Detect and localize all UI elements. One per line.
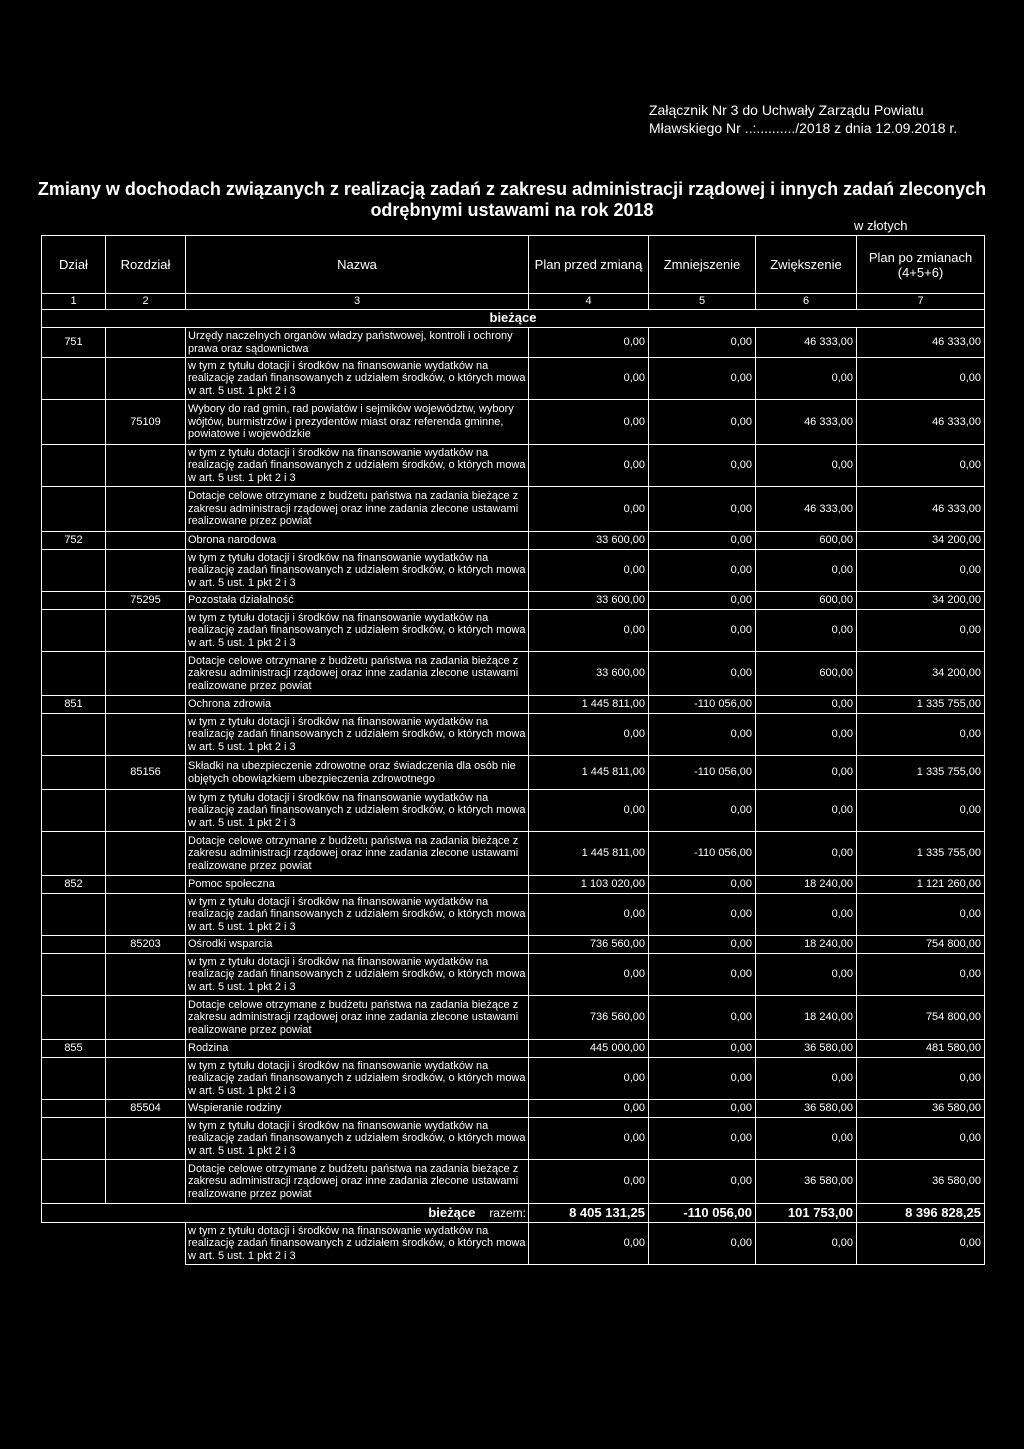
cell-rozdzial	[106, 894, 186, 936]
table-row	[42, 550, 985, 592]
cell-nazwa: Dotacje celowe otrzymane z budżetu państwa na zadania bieżące z zakresu administracji rządowej oraz inne zadania zlecone ustawami realizowane przez powiat	[186, 1160, 529, 1204]
cell-zmniejszenie: 0,00	[649, 1118, 756, 1160]
cell-rozdzial	[106, 832, 186, 876]
total-plan-po: 8 396 828,25	[857, 1204, 985, 1223]
cell-nazwa: Dotacje celowe otrzymane z budżetu państwa na zadania bieżące z zakresu administracji rządowej oraz inne zadania zlecone ustawami realizowane przez powiat	[186, 832, 529, 876]
cell-rozdzial	[106, 532, 186, 550]
total-detail-row	[42, 1223, 985, 1265]
cell-plan-po: 481 580,00	[857, 1040, 985, 1058]
cell-dzial	[42, 790, 106, 832]
cell-plan-przed: 0,00	[529, 358, 649, 400]
cell-plan-po: 0,00	[857, 1223, 985, 1265]
cell-nazwa: w tym z tytułu dotacji i środków na finansowanie wydatków na realizację zadań finansowanych z udziałem środków, o których mowa w art. 5 ust. 1 pkt 2 i 3	[186, 1223, 529, 1265]
total-zwiekszenie: 101 753,00	[756, 1204, 857, 1223]
cell-nazwa: Wybory do rad gmin, rad powiatów i sejmików województw, wybory wójtów, burmistrzów i prezydentów miast oraz referenda gminne, powiatowe i wojewódzkie	[186, 400, 529, 445]
cell-nazwa: Pozostała działalność	[186, 592, 529, 610]
cell-dzial	[42, 714, 106, 756]
cell-zmniejszenie: 0,00	[649, 610, 756, 652]
cell-nazwa: Pomoc społeczna	[186, 876, 529, 894]
cell-rozdzial	[106, 1040, 186, 1058]
revenue-table	[41, 235, 985, 1265]
cell-zwiekszenie: 0,00	[756, 714, 857, 756]
cell-plan-przed: 0,00	[529, 714, 649, 756]
cell-zmniejszenie: 0,00	[649, 592, 756, 610]
col-number: 6	[756, 294, 857, 310]
cell-plan-po: 754 800,00	[857, 996, 985, 1040]
cell-plan-po: 46 333,00	[857, 400, 985, 445]
total-label-word: razem:	[489, 1205, 526, 1220]
cell-plan-po: 1 335 755,00	[857, 832, 985, 876]
cell-plan-po: 34 200,00	[857, 592, 985, 610]
cell-zmniejszenie: 0,00	[649, 328, 756, 358]
cell-plan-przed: 1 445 811,00	[529, 832, 649, 876]
cell-plan-po: 0,00	[857, 445, 985, 487]
cell-rozdzial	[106, 714, 186, 756]
cell-dzial	[42, 652, 106, 696]
cell-zwiekszenie: 18 240,00	[756, 996, 857, 1040]
cell-zmniejszenie: 0,00	[649, 550, 756, 592]
cell-dzial	[42, 756, 106, 790]
cell-rozdzial	[106, 445, 186, 487]
cell-nazwa: w tym z tytułu dotacji i środków na finansowanie wydatków na realizację zadań finansowanych z udziałem środków, o których mowa w art. 5 ust. 1 pkt 2 i 3	[186, 790, 529, 832]
cell-dzial: 752	[42, 532, 106, 550]
cell-nazwa: w tym z tytułu dotacji i środków na finansowanie wydatków na realizację zadań finansowanych z udziałem środków, o których mowa w art. 5 ust. 1 pkt 2 i 3	[186, 714, 529, 756]
col-header-nazwa: Nazwa	[186, 236, 529, 294]
cell-rozdzial	[106, 328, 186, 358]
cell-zmniejszenie: 0,00	[649, 532, 756, 550]
cell-zmniejszenie: 0,00	[649, 358, 756, 400]
cell-nazwa: Składki na ubezpieczenie zdrowotne oraz świadczenia dla osób nie objętych obowiązkiem ubezpieczenia zdrowotnego	[186, 756, 529, 790]
col-number: 5	[649, 294, 756, 310]
cell-nazwa: w tym z tytułu dotacji i środków na finansowanie wydatków na realizację zadań finansowanych z udziałem środków, o których mowa w art. 5 ust. 1 pkt 2 i 3	[186, 894, 529, 936]
cell-plan-po: 0,00	[857, 1058, 985, 1100]
cell-zmniejszenie: 0,00	[649, 714, 756, 756]
cell-plan-przed: 0,00	[529, 1160, 649, 1204]
total-row	[42, 1204, 985, 1223]
cell-rozdzial: 85203	[106, 936, 186, 954]
cell-dzial	[42, 1100, 106, 1118]
total-label-category: bieżące	[428, 1204, 476, 1220]
cell-zmniejszenie: -110 056,00	[649, 696, 756, 714]
cell-zwiekszenie: 18 240,00	[756, 936, 857, 954]
cell-nazwa: Obrona narodowa	[186, 532, 529, 550]
document-title-line-2: odrębnymi ustawami na rok 2018	[370, 200, 654, 220]
header-line-2: Mławskiego Nr ..:........../2018 z dnia 12.09.2018 r.	[649, 120, 958, 136]
cell-nazwa: Dotacje celowe otrzymane z budżetu państwa na zadania bieżące z zakresu administracji rządowej oraz inne zadania zlecone ustawami realizowane przez powiat	[186, 652, 529, 696]
cell-zmniejszenie: 0,00	[649, 996, 756, 1040]
cell-plan-po: 34 200,00	[857, 652, 985, 696]
cell-plan-przed: 0,00	[529, 487, 649, 532]
header-line-1: Załącznik Nr 3 do Uchwały Zarządu Powiatu	[649, 102, 924, 118]
cell-nazwa: Ochrona zdrowia	[186, 696, 529, 714]
cell-plan-po: 34 200,00	[857, 532, 985, 550]
cell-nazwa: w tym z tytułu dotacji i środków na finansowanie wydatków na realizację zadań finansowanych z udziałem środków, o których mowa w art. 5 ust. 1 pkt 2 i 3	[186, 445, 529, 487]
table-row	[42, 954, 985, 996]
cell-dzial	[42, 1118, 106, 1160]
cell-plan-przed: 33 600,00	[529, 592, 649, 610]
cell-rozdzial: 85156	[106, 756, 186, 790]
cell-plan-przed: 0,00	[529, 1058, 649, 1100]
cell-plan-przed: 0,00	[529, 400, 649, 445]
cell-plan-po: 0,00	[857, 550, 985, 592]
cell-zwiekszenie: 0,00	[756, 832, 857, 876]
cell-zmniejszenie: 0,00	[649, 1058, 756, 1100]
cell-zwiekszenie: 0,00	[756, 894, 857, 936]
cell-plan-po: 46 333,00	[857, 487, 985, 532]
table-row	[42, 714, 985, 756]
table-row	[42, 790, 985, 832]
cell-zwiekszenie: 0,00	[756, 790, 857, 832]
cell-rozdzial: 85504	[106, 1100, 186, 1118]
cell-zmniejszenie: 0,00	[649, 400, 756, 445]
cell-dzial	[42, 610, 106, 652]
cell-zwiekszenie: 46 333,00	[756, 328, 857, 358]
cell-dzial	[42, 487, 106, 532]
cell-nazwa: Dotacje celowe otrzymane z budżetu państwa na zadania bieżące z zakresu administracji rządowej oraz inne zadania zlecone ustawami realizowane przez powiat	[186, 487, 529, 532]
cell-nazwa: Ośrodki wsparcia	[186, 936, 529, 954]
total-detail-blank	[42, 1223, 186, 1265]
cell-rozdzial: 75109	[106, 400, 186, 445]
cell-plan-po: 0,00	[857, 1118, 985, 1160]
cell-dzial	[42, 1160, 106, 1204]
currency-unit: w złotych	[854, 218, 908, 233]
total-zmniejszenie: -110 056,00	[649, 1204, 756, 1223]
cell-zwiekszenie: 0,00	[756, 358, 857, 400]
cell-rozdzial	[106, 1160, 186, 1204]
cell-zwiekszenie: 600,00	[756, 532, 857, 550]
category-row	[42, 310, 985, 328]
cell-rozdzial	[106, 996, 186, 1040]
col-number: 7	[857, 294, 985, 310]
cell-plan-po: 0,00	[857, 358, 985, 400]
table-row	[42, 652, 985, 696]
table-header-row	[42, 236, 985, 294]
table-row	[42, 1100, 985, 1118]
col-number: 4	[529, 294, 649, 310]
document-title-line-1: Zmiany w dochodach związanych z realizacją zadań z zakresu administracji rządowej i innych zadań zleconych	[37, 179, 987, 199]
cell-zwiekszenie: 0,00	[756, 696, 857, 714]
table-row	[42, 358, 985, 400]
table-row	[42, 610, 985, 652]
cell-zmniejszenie: 0,00	[649, 876, 756, 894]
cell-zwiekszenie: 600,00	[756, 652, 857, 696]
cell-zwiekszenie: 0,00	[756, 445, 857, 487]
cell-zwiekszenie: 36 580,00	[756, 1160, 857, 1204]
cell-rozdzial	[106, 358, 186, 400]
cell-plan-przed: 1 445 811,00	[529, 756, 649, 790]
cell-plan-po: 0,00	[857, 954, 985, 996]
total-label	[42, 1204, 529, 1223]
cell-plan-przed: 445 000,00	[529, 1040, 649, 1058]
cell-zmniejszenie: 0,00	[649, 487, 756, 532]
cell-dzial	[42, 592, 106, 610]
cell-plan-przed: 736 560,00	[529, 996, 649, 1040]
cell-plan-po: 36 580,00	[857, 1100, 985, 1118]
cell-nazwa: Dotacje celowe otrzymane z budżetu państwa na zadania bieżące z zakresu administracji rządowej oraz inne zadania zlecone ustawami realizowane przez powiat	[186, 996, 529, 1040]
cell-plan-przed: 0,00	[529, 1100, 649, 1118]
table-row	[42, 592, 985, 610]
column-number-row	[42, 294, 985, 310]
cell-rozdzial	[106, 1118, 186, 1160]
cell-zwiekszenie: 0,00	[756, 550, 857, 592]
cell-zmniejszenie: 0,00	[649, 936, 756, 954]
cell-rozdzial	[106, 954, 186, 996]
cell-nazwa: w tym z tytułu dotacji i środków na finansowanie wydatków na realizację zadań finansowanych z udziałem środków, o których mowa w art. 5 ust. 1 pkt 2 i 3	[186, 954, 529, 996]
cell-plan-po: 36 580,00	[857, 1160, 985, 1204]
cell-nazwa: w tym z tytułu dotacji i środków na finansowanie wydatków na realizację zadań finansowanych z udziałem środków, o których mowa w art. 5 ust. 1 pkt 2 i 3	[186, 1058, 529, 1100]
cell-dzial	[42, 400, 106, 445]
cell-plan-przed: 1 103 020,00	[529, 876, 649, 894]
cell-rozdzial	[106, 696, 186, 714]
cell-zmniejszenie: 0,00	[649, 790, 756, 832]
cell-dzial	[42, 954, 106, 996]
cell-nazwa: Wspieranie rodziny	[186, 1100, 529, 1118]
cell-plan-przed: 736 560,00	[529, 936, 649, 954]
cell-dzial	[42, 358, 106, 400]
cell-zmniejszenie: 0,00	[649, 445, 756, 487]
cell-plan-po: 1 335 755,00	[857, 696, 985, 714]
cell-rozdzial	[106, 610, 186, 652]
cell-plan-przed: 33 600,00	[529, 652, 649, 696]
col-number: 2	[106, 294, 186, 310]
cell-plan-przed: 0,00	[529, 954, 649, 996]
table-row	[42, 1058, 985, 1100]
cell-zmniejszenie: 0,00	[649, 652, 756, 696]
cell-rozdzial	[106, 1058, 186, 1100]
col-number: 1	[42, 294, 106, 310]
cell-plan-przed: 0,00	[529, 1118, 649, 1160]
cell-zwiekszenie: 36 580,00	[756, 1040, 857, 1058]
cell-plan-przed: 0,00	[529, 610, 649, 652]
table-row	[42, 832, 985, 876]
cell-dzial	[42, 832, 106, 876]
cell-zmniejszenie: 0,00	[649, 1100, 756, 1118]
cell-dzial	[42, 1058, 106, 1100]
cell-zmniejszenie: 0,00	[649, 1040, 756, 1058]
table-row	[42, 756, 985, 790]
cell-dzial	[42, 445, 106, 487]
col-header-zmniejszenie: Zmniejszenie	[649, 236, 756, 294]
cell-nazwa: Rodzina	[186, 1040, 529, 1058]
cell-plan-po: 0,00	[857, 894, 985, 936]
cell-rozdzial: 75295	[106, 592, 186, 610]
table-row	[42, 996, 985, 1040]
cell-rozdzial	[106, 652, 186, 696]
cell-zwiekszenie: 0,00	[756, 610, 857, 652]
cell-zwiekszenie: 0,00	[756, 1223, 857, 1265]
col-header-plan-po-line-1: Plan po zmianach	[868, 249, 973, 265]
cell-zwiekszenie: 18 240,00	[756, 876, 857, 894]
cell-plan-po: 1 121 260,00	[857, 876, 985, 894]
table-row	[42, 876, 985, 894]
cell-rozdzial	[106, 487, 186, 532]
col-header-plan-po-line-2: (4+5+6)	[897, 264, 944, 280]
cell-nazwa: w tym z tytułu dotacji i środków na finansowanie wydatków na realizację zadań finansowanych z udziałem środków, o których mowa w art. 5 ust. 1 pkt 2 i 3	[186, 358, 529, 400]
cell-rozdzial	[106, 876, 186, 894]
col-header-zwiekszenie: Zwiększenie	[756, 236, 857, 294]
cell-zwiekszenie: 36 580,00	[756, 1100, 857, 1118]
cell-zwiekszenie: 46 333,00	[756, 400, 857, 445]
cell-zwiekszenie: 0,00	[756, 1118, 857, 1160]
table-row	[42, 532, 985, 550]
col-number: 3	[186, 294, 529, 310]
cell-dzial: 851	[42, 696, 106, 714]
col-header-plan-po	[857, 236, 985, 294]
cell-zwiekszenie: 46 333,00	[756, 487, 857, 532]
cell-plan-po: 46 333,00	[857, 328, 985, 358]
cell-zwiekszenie: 0,00	[756, 1058, 857, 1100]
cell-plan-po: 0,00	[857, 610, 985, 652]
cell-plan-przed: 33 600,00	[529, 532, 649, 550]
cell-plan-po: 754 800,00	[857, 936, 985, 954]
cell-zwiekszenie: 0,00	[756, 756, 857, 790]
table-row	[42, 328, 985, 358]
col-header-rozdzial: Rozdział	[106, 236, 186, 294]
cell-plan-po: 1 335 755,00	[857, 756, 985, 790]
cell-nazwa: w tym z tytułu dotacji i środków na finansowanie wydatków na realizację zadań finansowanych z udziałem środków, o których mowa w art. 5 ust. 1 pkt 2 i 3	[186, 1118, 529, 1160]
total-plan-przed: 8 405 131,25	[529, 1204, 649, 1223]
cell-zwiekszenie: 600,00	[756, 592, 857, 610]
cell-zmniejszenie: -110 056,00	[649, 756, 756, 790]
category-label: bieżące	[42, 310, 985, 328]
cell-zmniejszenie: 0,00	[649, 954, 756, 996]
cell-dzial	[42, 894, 106, 936]
table-row	[42, 1040, 985, 1058]
table-row	[42, 894, 985, 936]
table-row	[42, 1160, 985, 1204]
col-header-dzial: Dział	[42, 236, 106, 294]
cell-zmniejszenie: -110 056,00	[649, 832, 756, 876]
col-header-plan-przed: Plan przed zmianą	[529, 236, 649, 294]
table-row	[42, 696, 985, 714]
cell-zmniejszenie: 0,00	[649, 1160, 756, 1204]
table-row	[42, 445, 985, 487]
cell-nazwa: Urzędy naczelnych organów władzy państwowej, kontroli i ochrony prawa oraz sądownictwa	[186, 328, 529, 358]
cell-dzial	[42, 996, 106, 1040]
cell-zmniejszenie: 0,00	[649, 894, 756, 936]
cell-plan-przed: 0,00	[529, 1223, 649, 1265]
table-row	[42, 936, 985, 954]
cell-zmniejszenie: 0,00	[649, 1223, 756, 1265]
cell-plan-przed: 0,00	[529, 328, 649, 358]
cell-dzial	[42, 550, 106, 592]
cell-dzial: 751	[42, 328, 106, 358]
table-row	[42, 400, 985, 445]
table-row	[42, 1118, 985, 1160]
cell-plan-po: 0,00	[857, 714, 985, 756]
cell-plan-przed: 0,00	[529, 894, 649, 936]
cell-plan-przed: 1 445 811,00	[529, 696, 649, 714]
cell-rozdzial	[106, 550, 186, 592]
cell-nazwa: w tym z tytułu dotacji i środków na finansowanie wydatków na realizację zadań finansowanych z udziałem środków, o których mowa w art. 5 ust. 1 pkt 2 i 3	[186, 550, 529, 592]
cell-plan-przed: 0,00	[529, 550, 649, 592]
table-row	[42, 487, 985, 532]
cell-plan-przed: 0,00	[529, 445, 649, 487]
cell-nazwa: w tym z tytułu dotacji i środków na finansowanie wydatków na realizację zadań finansowanych z udziałem środków, o których mowa w art. 5 ust. 1 pkt 2 i 3	[186, 610, 529, 652]
cell-zwiekszenie: 0,00	[756, 954, 857, 996]
cell-rozdzial	[106, 790, 186, 832]
cell-dzial: 855	[42, 1040, 106, 1058]
cell-plan-po: 0,00	[857, 790, 985, 832]
cell-dzial: 852	[42, 876, 106, 894]
cell-dzial	[42, 936, 106, 954]
cell-plan-przed: 0,00	[529, 790, 649, 832]
